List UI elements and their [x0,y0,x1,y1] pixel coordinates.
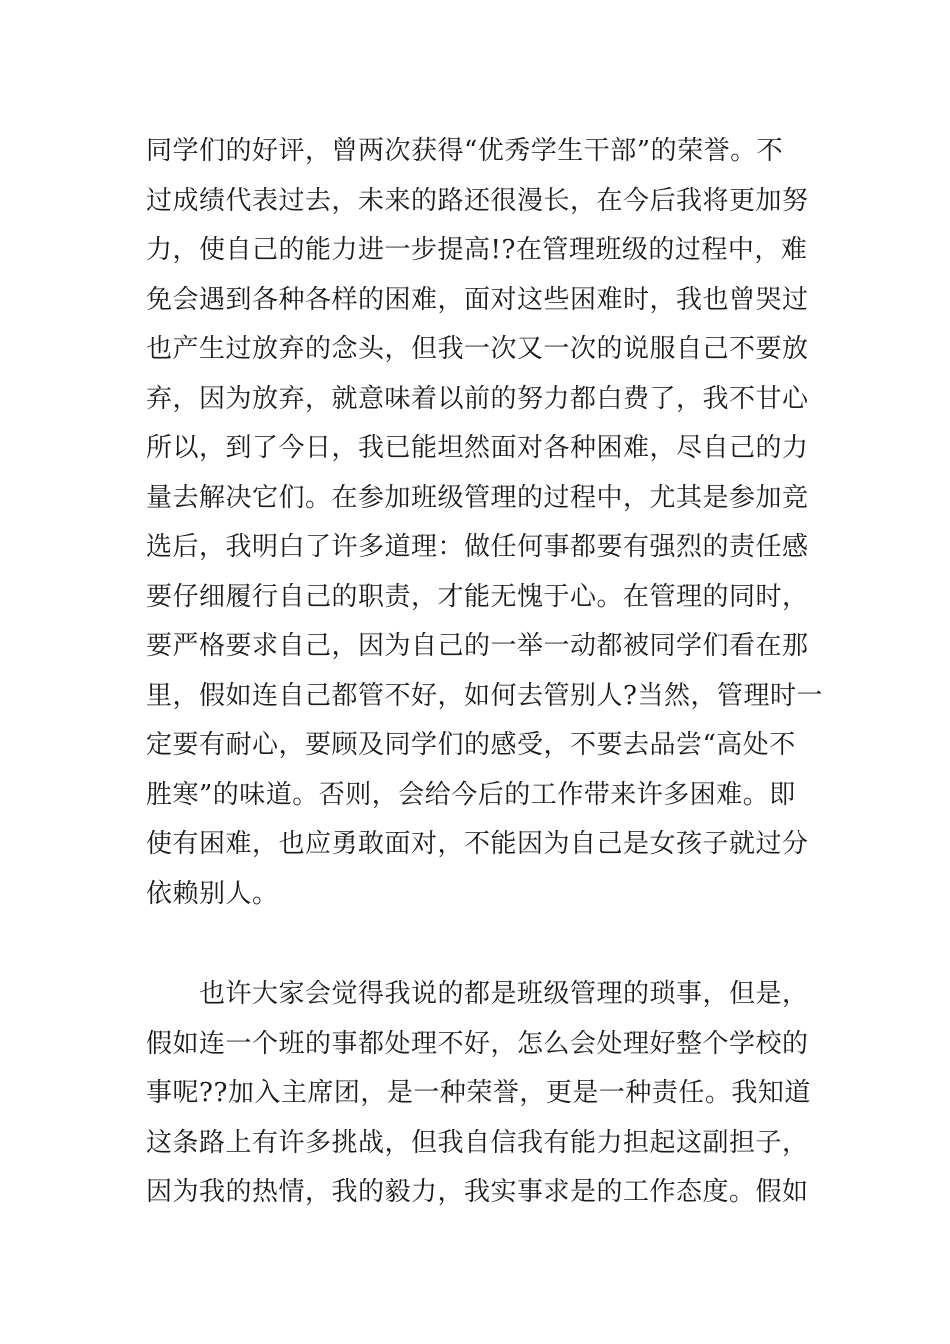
text-line: 要严格要求自己，因为自己的一举一动都被同学们看在那 [146,631,809,661]
text-line: 选后，我明白了许多道理：做任何事都要有强烈的责任感 [146,532,809,562]
text-line: 也许大家会觉得我说的都是班级管理的琐事，但是， [146,979,809,1009]
text-line: 依赖别人。 [146,878,279,909]
text-line: 事呢??加入主席团，是一种荣誉，更是一种责任。我知道 [146,1078,811,1108]
paragraph-1 [146,127,823,919]
text-line: 所以，到了今日，我已能坦然面对各种困难，尽自己的力 [146,433,809,463]
text-line: 假如连一个班的事都处理不好，怎么会处理好整个学校的 [146,1028,809,1059]
text-line: 也产生过放弃的念头，但我一次又一次的说服自己不要放 [146,334,809,364]
text-line: 同学们的好评，曾两次获得“优秀学生干部”的荣誉。不 [146,136,784,166]
paragraph-2 [146,970,816,1218]
text-line: 过成绩代表过去，未来的路还很漫长，在今后我将更加努 [146,185,809,216]
text-line: 使有困难，也应勇敢面对，不能因为自己是女孩子就过分 [146,829,809,859]
text-line: 量去解决它们。在参加班级管理的过程中，尤其是参加竞 [146,482,809,513]
text-line: 里，假如连自己都管不好，如何去管别人?当然，管理时一 [146,680,823,711]
text-line: 弃，因为放弃，就意味着以前的努力都白费了，我不甘心 [146,383,809,414]
text-line: 免会遇到各种各样的困难，面对这些困难时，我也曾哭过 [146,284,809,315]
text-line: 这条路上有许多挑战，但我自信我有能力担起这副担子， [146,1127,809,1158]
text-line: 定要有耐心，要顾及同学们的感受，不要去品尝“高处不 [146,730,796,760]
text-line: 力，使自己的能力进一步提高!?在管理班级的过程中，难 [146,235,808,265]
text-line: 因为我的热情，我的毅力，我实事求是的工作态度。假如 [146,1177,809,1207]
text-line: 胜寒”的味道。否则，会给今后的工作带来许多困难。即 [146,779,796,810]
text-line: 要仔细履行自己的职责，才能无愧于心。在管理的同时， [146,581,809,612]
